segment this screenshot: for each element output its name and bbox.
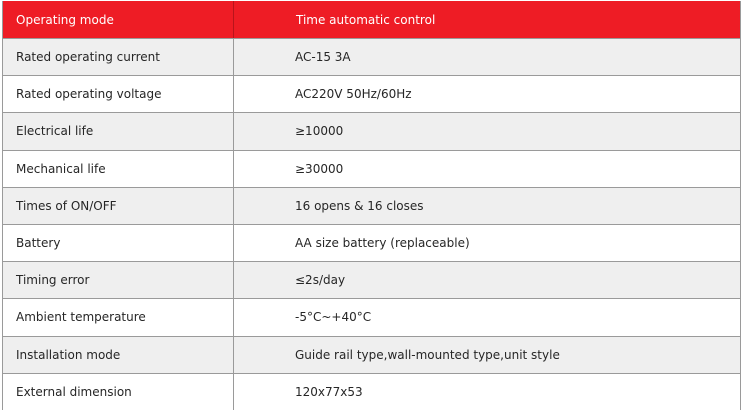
table-header-row bbox=[3, 1, 740, 38]
table-row bbox=[3, 38, 740, 75]
row-value: 16 opens & 16 closes bbox=[295, 198, 424, 213]
row-value: AC-15 3A bbox=[295, 50, 351, 65]
row-value: ≤2s/day bbox=[295, 273, 346, 288]
table-row bbox=[3, 373, 740, 410]
row-label: Battery bbox=[3, 225, 234, 261]
row-label: Ambient temperature bbox=[3, 299, 234, 335]
row-label: Electrical life bbox=[3, 113, 234, 149]
table-row bbox=[3, 150, 740, 187]
table-row bbox=[3, 298, 740, 335]
row-value: AA size battery (replaceable) bbox=[295, 236, 470, 251]
table-row bbox=[3, 336, 740, 373]
table-row bbox=[3, 261, 740, 298]
row-value: AC220V 50Hz/60Hz bbox=[295, 87, 412, 102]
row-label: Rated operating voltage bbox=[3, 76, 234, 112]
row-label: Rated operating current bbox=[3, 39, 234, 75]
row-value: 120x77x53 bbox=[295, 384, 363, 399]
header-value: Time automatic control bbox=[296, 12, 436, 27]
row-value: ≥10000 bbox=[295, 124, 344, 139]
row-value: ≥30000 bbox=[295, 161, 344, 176]
row-value: Guide rail type,wall-mounted type,unit style bbox=[295, 347, 560, 362]
table-row bbox=[3, 187, 740, 224]
row-label: Installation mode bbox=[3, 337, 234, 373]
row-label: Times of ON/OFF bbox=[3, 188, 234, 224]
header-label: Operating mode bbox=[3, 1, 234, 38]
row-label: Timing error bbox=[3, 262, 234, 298]
row-label: Mechanical life bbox=[3, 151, 234, 187]
specification-table bbox=[2, 1, 741, 410]
row-label: External dimension bbox=[3, 374, 234, 410]
table-row bbox=[3, 112, 740, 149]
row-value: -5°C~+40°C bbox=[295, 310, 372, 325]
table-row bbox=[3, 75, 740, 112]
table-row bbox=[3, 224, 740, 261]
